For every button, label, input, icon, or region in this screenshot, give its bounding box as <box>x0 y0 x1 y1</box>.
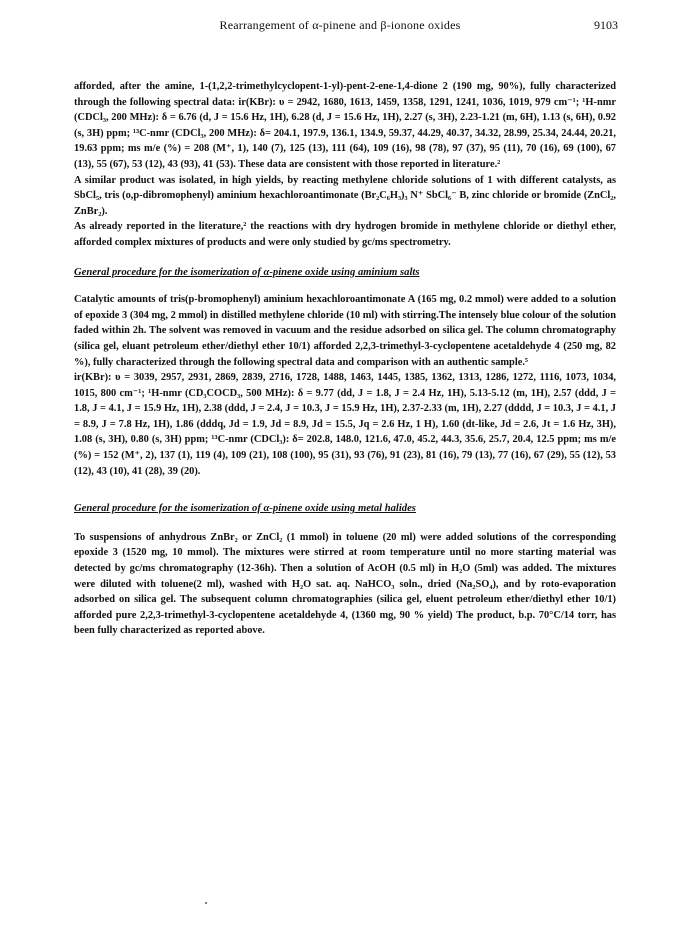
paragraph-metal-halide-procedure: To suspensions of anhydrous ZnBr₂ or ZnCl₂ (1 mmol) in toluene (20 ml) were added solutions of the corresponding epoxide 3 (1520 mg, 10 mmol). The mixtures were stirred at room temperature until no more starting material was detected by gc/ms chromatography (12-36h). Then a solution of AcOH (0.5 ml) in H₂O (5ml) was added. The mixtures were diluted with toluene(2 ml), washed with H₂O sat. aq. NaHCO₃ soln., dried (Na₂SO₄), and by roto-evaporation adsorbed on silica gel. The subsequent column chromatographies (silica gel, eluent petroleum ether/diethyl ether 10/1) afforded pure 2,2,3-trimethyl-3-cyclopentene acetaldehyde 4, (1360 mg, 90 % yield) The product, b.p. 70°C/14 torr, has been fully characterized as reported above. <box>74 531 616 637</box>
paragraph-similar-product: A similar product was isolated, in high yields, by reacting methylene chloride solutions of 1 with different catalysts, as SbCl₅, tris (o,p-dibromophenyl) aminium hexachloroantimonate (Br₂C₆H₃)₃ N⁺ SbCl₆⁻ B, zinc chloride or bromide (ZnCl₂, ZnBr₂). <box>74 174 616 217</box>
paragraph-aminium-procedure: Catalytic amounts of tris(p-bromophenyl) aminium hexachloroantimonate A (165 mg, 0.2 mmol) were added to a solution of epoxide 3 (304 mg, 2 mmol) in distilled methylene chloride (10 ml) with stirring.The intensely blue colour of the solution faded within 2h. The solvent was removed in vacuum and the residue adsorbed on silica gel. The column chromatography (silica gel, eluant petroleum ether/diethyl ether 10/1) afforded 2,2,3-trimethyl-3-cyclopentene acetaldehyde 4 (250 mg, 82 %), fully characterized through the following spectral data and comparison with an authentic sample.⁵ <box>74 294 616 368</box>
paragraph-spectral-data: ir(KBr): υ = 3039, 2957, 2931, 2869, 2839, 2716, 1728, 1488, 1463, 1445, 1385, 1362, 1313, 1286, 1272, 1116, 1073, 1034, 1015, 800 cm⁻¹; ¹H-nmr (CD₃COCD₃, 500 MHz): δ = 9.77 (dd, J = 1.8, J = 2.4 Hz, 1H), 5.13-5.12 (m, 1H), 2.57 (ddd, J = 1.8, J = 4.1, J = 15.9 Hz, 1H), 2.38 (ddd, J = 2.4, J = 10.3, J = 15.9 Hz, 1H), 2.37-2.33 (m, 1H), 2.27 (dddd, J = 10.3, J = 4.1, J = 8.9, J = 7.8 Hz, 1H), 1.86 (dddq, Jd = 1.9, Jd = 8.9, Jd = 15.5, Jq = 2.6 Hz, 1 H), 1.60 (dt-like, Jd = 2.6, Jt = 1.6 Hz, 3H), 1.08 (s, 3H), 0.80 (s, 3H) ppm; ¹³C-nmr (CDCl₃): δ= 202.8, 148.0, 121.6, 47.0, 45.2, 44.3, 35.6, 25.7, 20.4, 12.5 ppm; ms m/e (%) = 152 (M⁺, 2), 137 (1), 119 (4), 109 (21), 108 (100), 95 (31), 93 (76), 91 (23), 81 (16), 79 (13), 77 (16), 67 (29), 55 (12), 53 (12), 43 (10), 41 (28), 39 (20). <box>74 372 616 477</box>
article-body <box>74 79 616 639</box>
paragraph-hydrogen-bromide: As already reported in the literature,² the reactions with dry hydrogen bromide in methylene chloride or diethyl ether, afforded complex mixtures of products and were only studied by gc/ms spectrometry. <box>74 221 616 248</box>
section-heading-metal-halides: General procedure for the isomerization of α-pinene oxide using metal halides <box>74 503 416 515</box>
page-header <box>0 18 680 38</box>
page-speck <box>205 902 207 904</box>
page-number: 9103 <box>594 18 618 32</box>
paragraph-product-2-characterization: afforded, after the amine, 1-(1,2,2-trimethylcyclopent-1-yl)-pent-2-ene-1,4-dione 2 (190 mg, 90%), fully characterized through the following spectral data: ir(KBr): υ = 2942, 1680, 1613, 1459, 1358, 1291, 1241, 1036, 1019, 979 cm⁻¹; ¹H-nmr (CDCl₃, 200 MHz): δ = 6.76 (d, J = 15.6 Hz, 1H), 6.28 (d, J = 15.6 Hz, 1H), 2.27 (s, 3H), 2.23-1.21 (m, 6H), 1.13 (s, 6H), 0.92 (s, 3H) ppm; ¹³C-nmr (CDCl₃, 200 MHz): δ= 204.1, 197.9, 136.1, 134.9, 59.37, 44.29, 40.37, 34.32, 28.99, 25.34, 24.44, 20.21, 19.63 ppm; ms m/e (%) = 208 (M⁺, 1), 140 (7), 125 (13), 111 (64), 109 (16), 98 (78), 97 (37), 95 (11), 70 (16), 69 (100), 67 (13), 55 (67), 53 (12), 43 (93), 41 (53). These data are consistent with those reported in literature.² <box>74 81 616 170</box>
section-heading-aminium-salts: General procedure for the isomerization of α-pinene oxide using aminium salts <box>74 266 420 278</box>
running-title: Rearrangement of α-pinene and β-ionone oxides <box>219 18 461 32</box>
